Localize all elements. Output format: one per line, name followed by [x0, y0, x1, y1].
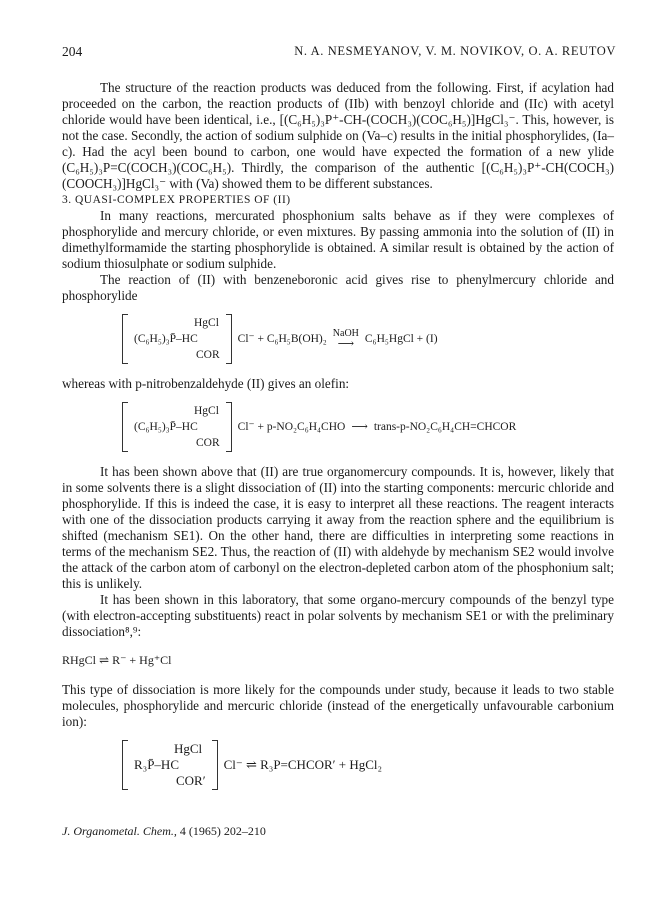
formula-bracket — [122, 314, 232, 364]
journal-volume-pages: 4 (1965) 202–210 — [179, 824, 266, 838]
formula-reagents: Cl⁻ + p-NO₂C₆H₄CHO — [237, 421, 346, 433]
right-bracket — [226, 402, 232, 452]
section-heading: 3. QUASI-COMPLEX PROPERTIES OF (II) — [62, 194, 291, 206]
journal-citation — [62, 824, 266, 839]
paragraph-benzyl-type: It has been shown in this laboratory, that some organo-mercury compounds of the benzyl type (with electron-accepting substituents) react in polar solvents by mechanism SE1 or with the preliminary dissociation⁸,⁹: — [62, 592, 614, 639]
paragraph-nitrobenzaldehyde: whereas with p-nitrobenzaldehyde (II) gives an olefin: — [62, 376, 350, 391]
formula-main-group: (C₆H₅)₃P̄–HC — [134, 421, 198, 433]
reaction-formula-2 — [122, 402, 614, 452]
paragraph-stable-molecules: This type of dissociation is more likely for the compounds under study, because it leads to two stable molecules, phosphorylide and mercuric chloride (instead of the energetically unfavourable carbonium ion): — [62, 682, 614, 729]
formula-products: C₆H₅HgCl + (I) — [364, 333, 438, 345]
article-body — [62, 80, 614, 802]
equilibrium-equation: RHgCl ⇌ R⁻ + Hg⁺Cl — [62, 653, 172, 667]
formula-bottom-group: COR′ — [176, 773, 206, 788]
reaction-formula-3 — [122, 740, 614, 790]
formula-bottom-group: COR — [196, 349, 220, 361]
formula-top-group: HgCl — [194, 405, 219, 417]
paragraph-structure-evidence: The structure of the reaction products was deduced from the following. First, if acylation had proceeded on the carbon, the reaction products of (IIb) with benzoyl chloride and (IIc) with acetyl chloride would have been identical, i.e., [(C₆H₅)₃P⁺-CH-(COCH₃)(COC₆H₅)]HgCl₃⁻. This, however, is not the case. Secondly, the action of sodium sulphide on (Va–c) results in the initial phosphorylides, (Ia–c). Had the acyl been bound to carbon, one would have expected the formation of a new ylide (C₆H₅)₃P=C(COCH₃)(COC₆H₅). Thirdly, the comparison of the authentic [(C₆H₅)₃P⁺-CH(COCH₃)(COOCH₃)]HgCl₃⁻ with (Va) showed them to be different substances. — [62, 80, 614, 191]
formula-bracket — [122, 402, 232, 452]
page-number: 204 — [62, 44, 83, 59]
formula-reagents: Cl⁻ + C₆H₅B(OH)₂ — [237, 333, 327, 345]
formula-bottom-group: COR — [196, 437, 220, 449]
paragraph-benzeneboronic: The reaction of (II) with benzeneboronic acid gives rise to phenylmercury chloride and phosphorylide — [62, 272, 614, 303]
formula-top-group: HgCl — [194, 317, 219, 329]
reaction-arrow-icon: ⟶ — [351, 421, 368, 433]
reaction-arrow-icon: ⟶ — [337, 338, 355, 350]
formula-products: trans-p-NO₂C₆H₄CH=CHCOR — [373, 421, 517, 433]
paragraph-dissociation: It has been shown above that (II) are true organomercury compounds. It is, however, likely that in some solvents there is a slight dissociation of (II) into the starting components: mercuric chloride and phosphorylide. If this is indeed the case, it is easy to interpret all these reactions. The reagent interacts with one of the dissociation products carrying it away from the reaction sphere and the equilibrium is shifted (mechanism SE1). On the other hand, there are difficulties in interpreting some reactions in terms of the mechanism SE2. Thus, the reaction of (II) with aldehyde by mechanism SE2 would involve the attack of the carbon atom of carbonyl on the electron-depleted carbon atom of the phosphonium salt; this is unlikely. — [62, 464, 614, 591]
arrow-label: NaOH — [332, 328, 359, 339]
formula-main-group: R₃P̄–HC — [134, 757, 179, 772]
formula-bracket — [122, 740, 218, 790]
reaction-formula-1 — [122, 314, 614, 364]
formula-main-group: (C₆H₅)₃P̄–HC — [134, 333, 198, 345]
formula-top-group: HgCl — [174, 741, 203, 756]
formula-equilibrium-products: Cl⁻ ⇌ R₃P=CHCOR′ + HgCl₂ — [223, 757, 383, 772]
right-bracket — [226, 314, 232, 364]
running-head-authors: N. A. NESMEYANOV, V. M. NOVIKOV, O. A. REUTOV — [294, 44, 616, 58]
right-bracket — [212, 740, 218, 790]
paragraph-quasi-complex: In many reactions, mercurated phosphonium salts behave as if they were complexes of phosphorylide and mercury chloride, or even mixtures. By passing ammonia into the solution of (II) in dimethylformamide the starting phosphorylide is obtained. A similar result is obtained by the action of sodium thiosulphate or sodium sulphide. — [62, 208, 614, 271]
journal-name: J. Organometal. Chem., — [62, 824, 177, 838]
